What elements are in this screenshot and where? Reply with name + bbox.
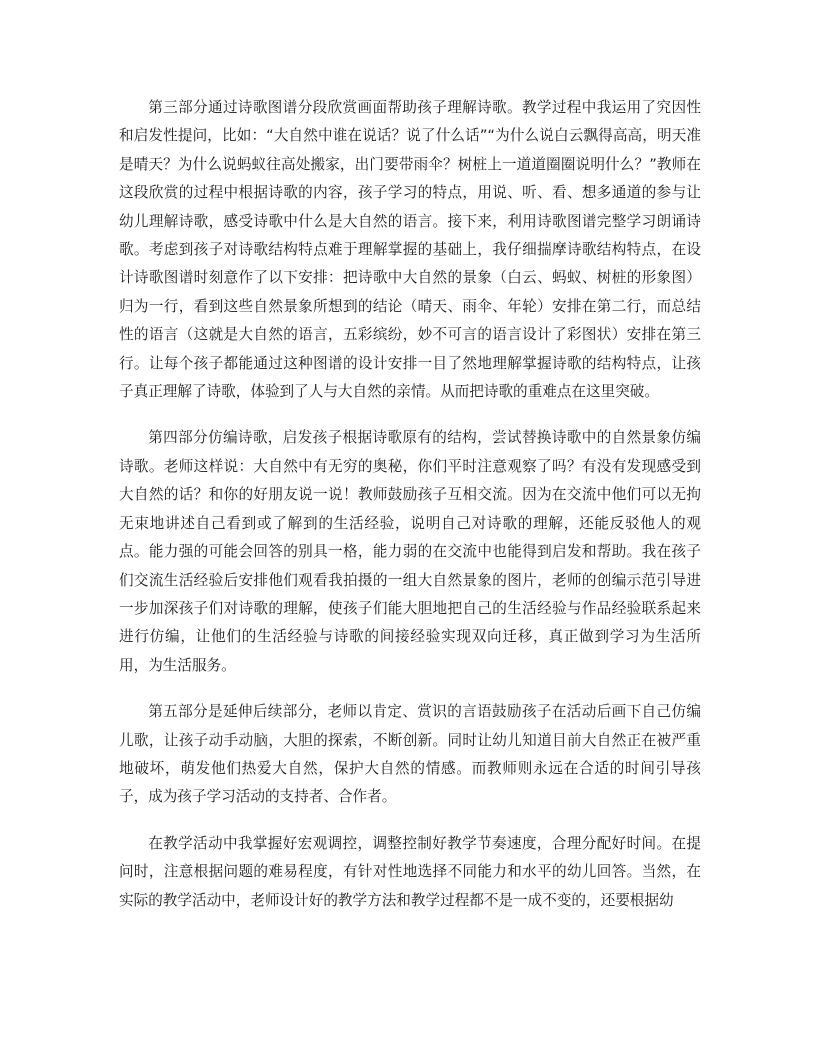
paragraph-teaching-control: 在教学活动中我掌握好宏观调控，调整控制好教学节奏速度，合理分配好时间。在提问时，注意根据问题的难易程度，有针对性地选择不同能力和水平的幼儿回答。当然，在实际的教学活动中，老师设计好的教学方法和教学过程都不是一成不变的，还要根据幼 bbox=[119, 834, 701, 909]
paragraph-part-five: 第五部分是延伸后续部分，老师以肯定、赏识的言语鼓励孩子在活动后画下自己仿编儿歌，让孩子动手动脑，大胆的探索，不断创新。同时让幼儿知道目前大自然正在被严重地破坏，萌发他们热爱大自然，保护大自然的情感。而教师则永远在合适的时间引导孩子，成为孩子学习活动的支持者、合作者。 bbox=[119, 703, 701, 806]
document-page bbox=[119, 94, 701, 933]
paragraph-part-four: 第四部分仿编诗歌，启发孩子根据诗歌原有的结构，尝试替换诗歌中的自然景象仿编诗歌。老师这样说：大自然中有无穷的奥秘，你们平时注意观察了吗？有没有发现感受到大自然的话？和你的好朋友说一说！教师鼓励孩子互相交流。因为在交流中他们可以无拘无束地讲述自己看到或了解到的生活经验，说明自己对诗歌的理解，还能反驳他人的观点。能力强的可能会回答的别具一格，能力弱的在交流中也能得到启发和帮助。我在孩子们交流生活经验后安排他们观看我拍摄的一组大自然景象的图片，老师的创编示范引导进一步加深孩子们对诗歌的理解，使孩子们能大胆地把自己的生活经验与作品经验联系起来进行仿编，让他们的生活经验与诗歌的间接经验实现双向迁移，真正做到学习为生活所用，为生活服务。 bbox=[119, 429, 701, 674]
paragraph-part-three: 第三部分通过诗歌图谱分段欣赏画面帮助孩子理解诗歌。教学过程中我运用了究因性和启发性提问，比如：“大自然中谁在说话？说了什么话”“为什么说白云飘得高高，明天准是晴天？为什么说蚂蚁往高处搬家，出门要带雨伞？树桩上一道道圈圈说明什么？”教师在这段欣赏的过程中根据诗歌的内容，孩子学习的特点，用说、听、看、想多通道的参与让幼儿理解诗歌，感受诗歌中什么是大自然的语言。接下来，利用诗歌图谱完整学习朗诵诗歌。考虑到孩子对诗歌结构特点难于理解掌握的基础上，我仔细揣摩诗歌结构特点，在设计诗歌图谱时刻意作了以下安排：把诗歌中大自然的景象（白云、蚂蚁、树桩的形象图）归为一行，看到这些自然景象所想到的结论（晴天、雨伞、年轮）安排在第二行，而总结性的语言（这就是大自然的语言，五彩缤纷，妙不可言的语言设计了彩图状）安排在第三行。让每个孩子都能通过这种图谱的设计安排一目了然地理解掌握诗歌的结构特点，让孩子真正理解了诗歌，体验到了人与大自然的亲情。从而把诗歌的重难点在这里突破。 bbox=[119, 99, 701, 401]
